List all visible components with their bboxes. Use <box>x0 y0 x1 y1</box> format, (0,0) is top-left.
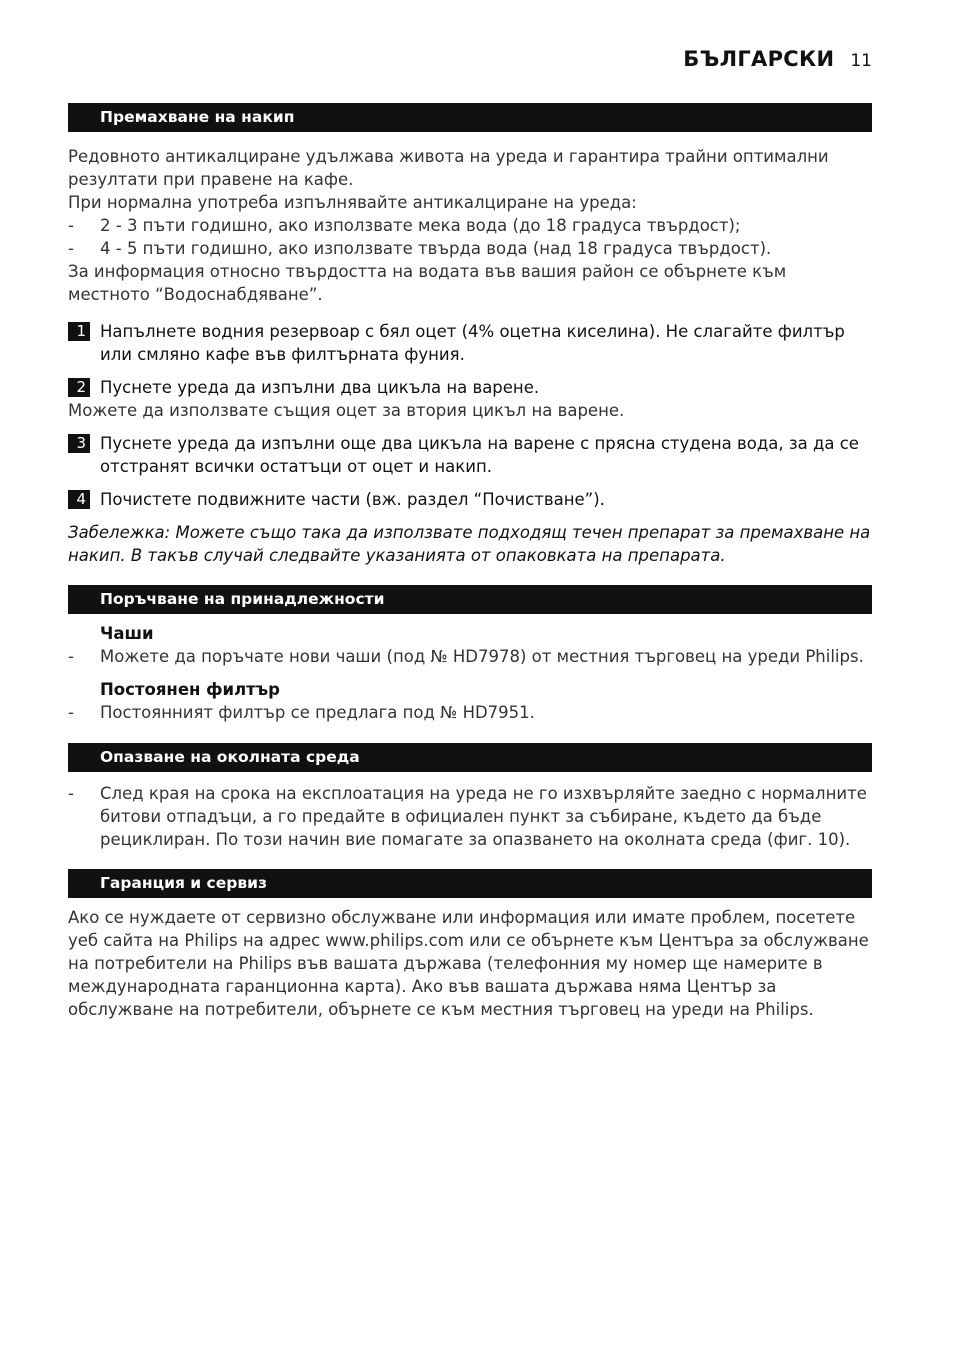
step-1 <box>68 320 872 366</box>
language-label: БЪЛГАРСКИ <box>683 47 835 71</box>
page-header <box>683 47 872 71</box>
step-number: 4 <box>68 490 90 509</box>
water-hardness-info: За информация относно твърдостта на водата във вашия район се обърнете към местното “Водоснабдяване”. <box>68 262 787 304</box>
descaling-note: Забележка: Можете също така да използвате подходящ течен препарат за премахване на накип. В такъв случай следвайте указанията от опаковката на препарата. <box>68 523 871 565</box>
step-3 <box>68 432 872 478</box>
step-number: 2 <box>68 378 90 397</box>
step-2-subtext: Можете да използвате същия оцет за втория цикъл на варене. <box>68 401 625 420</box>
list-item: - 4 - 5 пъти годишно, ако използвате твърда вода (над 18 градуса твърдост). <box>68 239 772 258</box>
section-title-descaling: Премахване на накип <box>68 103 872 132</box>
section-title-environment: Опазване на околната среда <box>68 743 872 772</box>
list-item: - Постоянният филтър се предлага под № HD7951. <box>68 703 535 722</box>
list-item: - Можете да поръчате нови чаши (под № HD7978) от местния търговец на уреди Philips. <box>68 647 864 666</box>
cups-heading: Чаши <box>100 624 154 643</box>
step-number: 1 <box>68 322 90 341</box>
guarantee-text: Ако се нуждаете от сервизно обслужване или информация или имате проблем, посетете уеб сайта на Philips на адрес www.philips.com или се обърнете към Центъра за обслужване на потребители на Philips във вашата държава (телефонния му номер ще намерите в международната гаранционна карта). Ако във вашата държава няма Център за обслужване на потребители, обърнете се към местния търговец на уреди на Philips. <box>68 908 869 1019</box>
descaling-intro: Редовното антикалциране удължава живота на уреда и гарантира трайни оптимални резултати при правене на кафе. <box>68 147 829 189</box>
list-item: - 2 - 3 пъти годишно, ако използвате мека вода (до 18 градуса твърдост); <box>68 216 741 235</box>
step-2 <box>68 376 872 399</box>
filter-heading: Постоянен филтър <box>100 680 280 699</box>
list-item: - След края на срока на експлоатация на уреда не го изхвърляйте заедно с нормалните битови отпадъци, а го предайте в официален пункт за събиране, където да бъде рециклиран. По този начин вие помагате за опазването на околната среда (фиг. 10). <box>68 784 867 849</box>
step-text: Пуснете уреда да изпълни още два цикъла на варене с прясна студена вода, за да се отстранят всички остатъци от оцет и накип. <box>100 434 859 476</box>
descaling-normal-use: При нормална употреба изпълнявайте антикалциране на уреда: <box>68 193 637 212</box>
step-text: Почистете подвижните части (вж. раздел “Почистване”). <box>100 490 605 509</box>
page-content <box>68 103 872 1021</box>
section-title-guarantee: Гаранция и сервиз <box>68 869 872 898</box>
step-number: 3 <box>68 434 90 453</box>
page-number: 11 <box>850 51 872 71</box>
section-title-accessories: Поръчване на принадлежности <box>68 585 872 614</box>
step-4 <box>68 488 872 511</box>
step-text: Напълнете водния резервоар с бял оцет (4% оцетна киселина). Не слагайте филтър или смляно кафе във филтърната фуния. <box>100 322 845 364</box>
step-text: Пуснете уреда да изпълни два цикъла на варене. <box>100 378 540 397</box>
